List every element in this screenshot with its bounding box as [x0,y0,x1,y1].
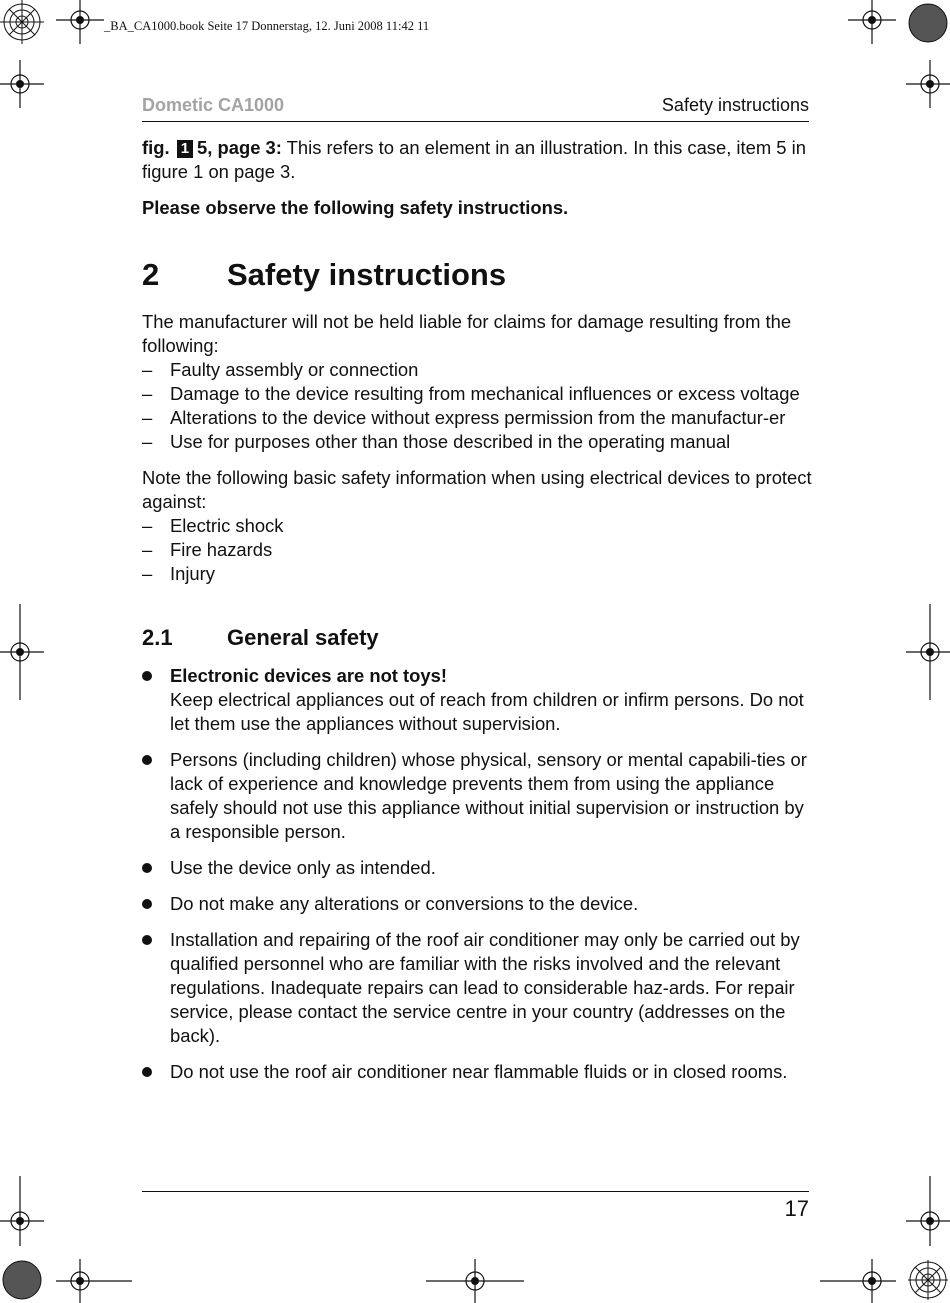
list-item [142,748,812,844]
section-title: Safety instructions [227,257,507,292]
registration-mark-bottom-center [426,1259,524,1303]
bullet-text: Use the device only as intended. [170,857,436,878]
list-item [142,856,812,880]
bullet-text: Do not make any alterations or conversions to the device. [170,893,639,914]
bullet-icon [142,671,152,681]
figref-ref: 5, page 3: [197,137,282,158]
bullet-icon [142,1067,152,1077]
crop-mark-top-left [0,0,60,60]
bullet-icon [142,935,152,945]
registration-mark-right-upper [906,60,950,120]
general-safety-list [142,664,812,1084]
registration-mark-bottom-left [56,1259,132,1303]
figure-number-box: 1 [177,140,193,158]
registration-mark-top-right [836,0,896,44]
list-item: – Electric shock [142,514,812,538]
bullet-text: Keep electrical appliances out of reach from children or infirm persons. Do not let them use the appliances without supervision. [170,689,804,734]
header-rule [142,121,809,122]
bullet-icon [142,863,152,873]
list-item: – Damage to the device resulting from mechanical influences or excess voltage [142,382,812,406]
figref-text: This refers to an element in an illustration. In this case, item 5 in figure 1 on page 3. [142,137,806,182]
header-section-name: Safety instructions [661,95,809,115]
registration-mark-left-middle [0,604,44,700]
section-heading [142,258,812,292]
list-item: – Use for purposes other than those described in the operating manual [142,430,812,454]
section-number: 2 [142,257,160,292]
list-item: – Faulty assembly or connection [142,358,812,382]
registration-mark-left-lower [0,1176,44,1246]
page-number: 17 [784,1196,809,1221]
figure-reference-explanation [142,136,812,184]
observe-notice: Please observe the following safety instructions. [142,197,569,218]
list-item [142,892,812,916]
registration-mark-right-middle [906,604,950,700]
bullet-icon [142,899,152,909]
header-product-name: Dometic CA1000 [142,95,285,115]
footer-rule [142,1191,809,1192]
list-item: – Alterations to the device without express permission from the manufactur-er [142,406,812,430]
bullet-text: Persons (including children) whose physical, sensory or mental capabili-ties or lack of experience and knowledge prevents them from using the appliance safely should not use this appliance without initial supervision or instruction by a responsible person. [170,749,807,842]
safety-note: Note the following basic safety information when using electrical devices to protect against: [142,467,812,512]
subsection-number: 2.1 [142,625,173,650]
registration-mark-left-upper [0,60,44,120]
figref-prefix: fig. [142,137,170,158]
page-content [142,136,812,1096]
list-item [142,928,812,1048]
crop-mark-bottom-left [0,1253,50,1303]
list-item [142,1060,812,1084]
bullet-bold-lead: Electronic devices are not toys! [170,665,447,686]
subsection-title: General safety [227,625,379,650]
list-item [142,664,812,736]
bullet-text: Installation and repairing of the roof air conditioner may only be carried out by qualified personnel who are familiar with the risks involved and the relevant regulations. Inadequate repairs can lead to considerable haz-ards. For repair service, please contact the service centre in your country (addresses on the back). [170,929,800,1046]
registration-mark-right-lower [906,1176,950,1246]
registration-mark-bottom-right [820,1259,896,1303]
list-item: – Injury [142,562,812,586]
crop-mark-bottom-right [900,1253,950,1303]
hazard-list [142,514,812,586]
liability-list [142,358,812,454]
liability-intro: The manufacturer will not be held liable for claims for damage resulting from the following: [142,311,792,356]
list-item: – Fire hazards [142,538,812,562]
bullet-text: Do not use the roof air conditioner near flammable fluids or in closed rooms. [170,1061,788,1082]
subsection-heading [142,625,812,651]
bullet-icon [142,755,152,765]
print-slug: _BA_CA1000.book Seite 17 Donnerstag, 12. Juni 2008 11:42 11 [104,19,430,33]
crop-mark-top-right [900,0,950,50]
